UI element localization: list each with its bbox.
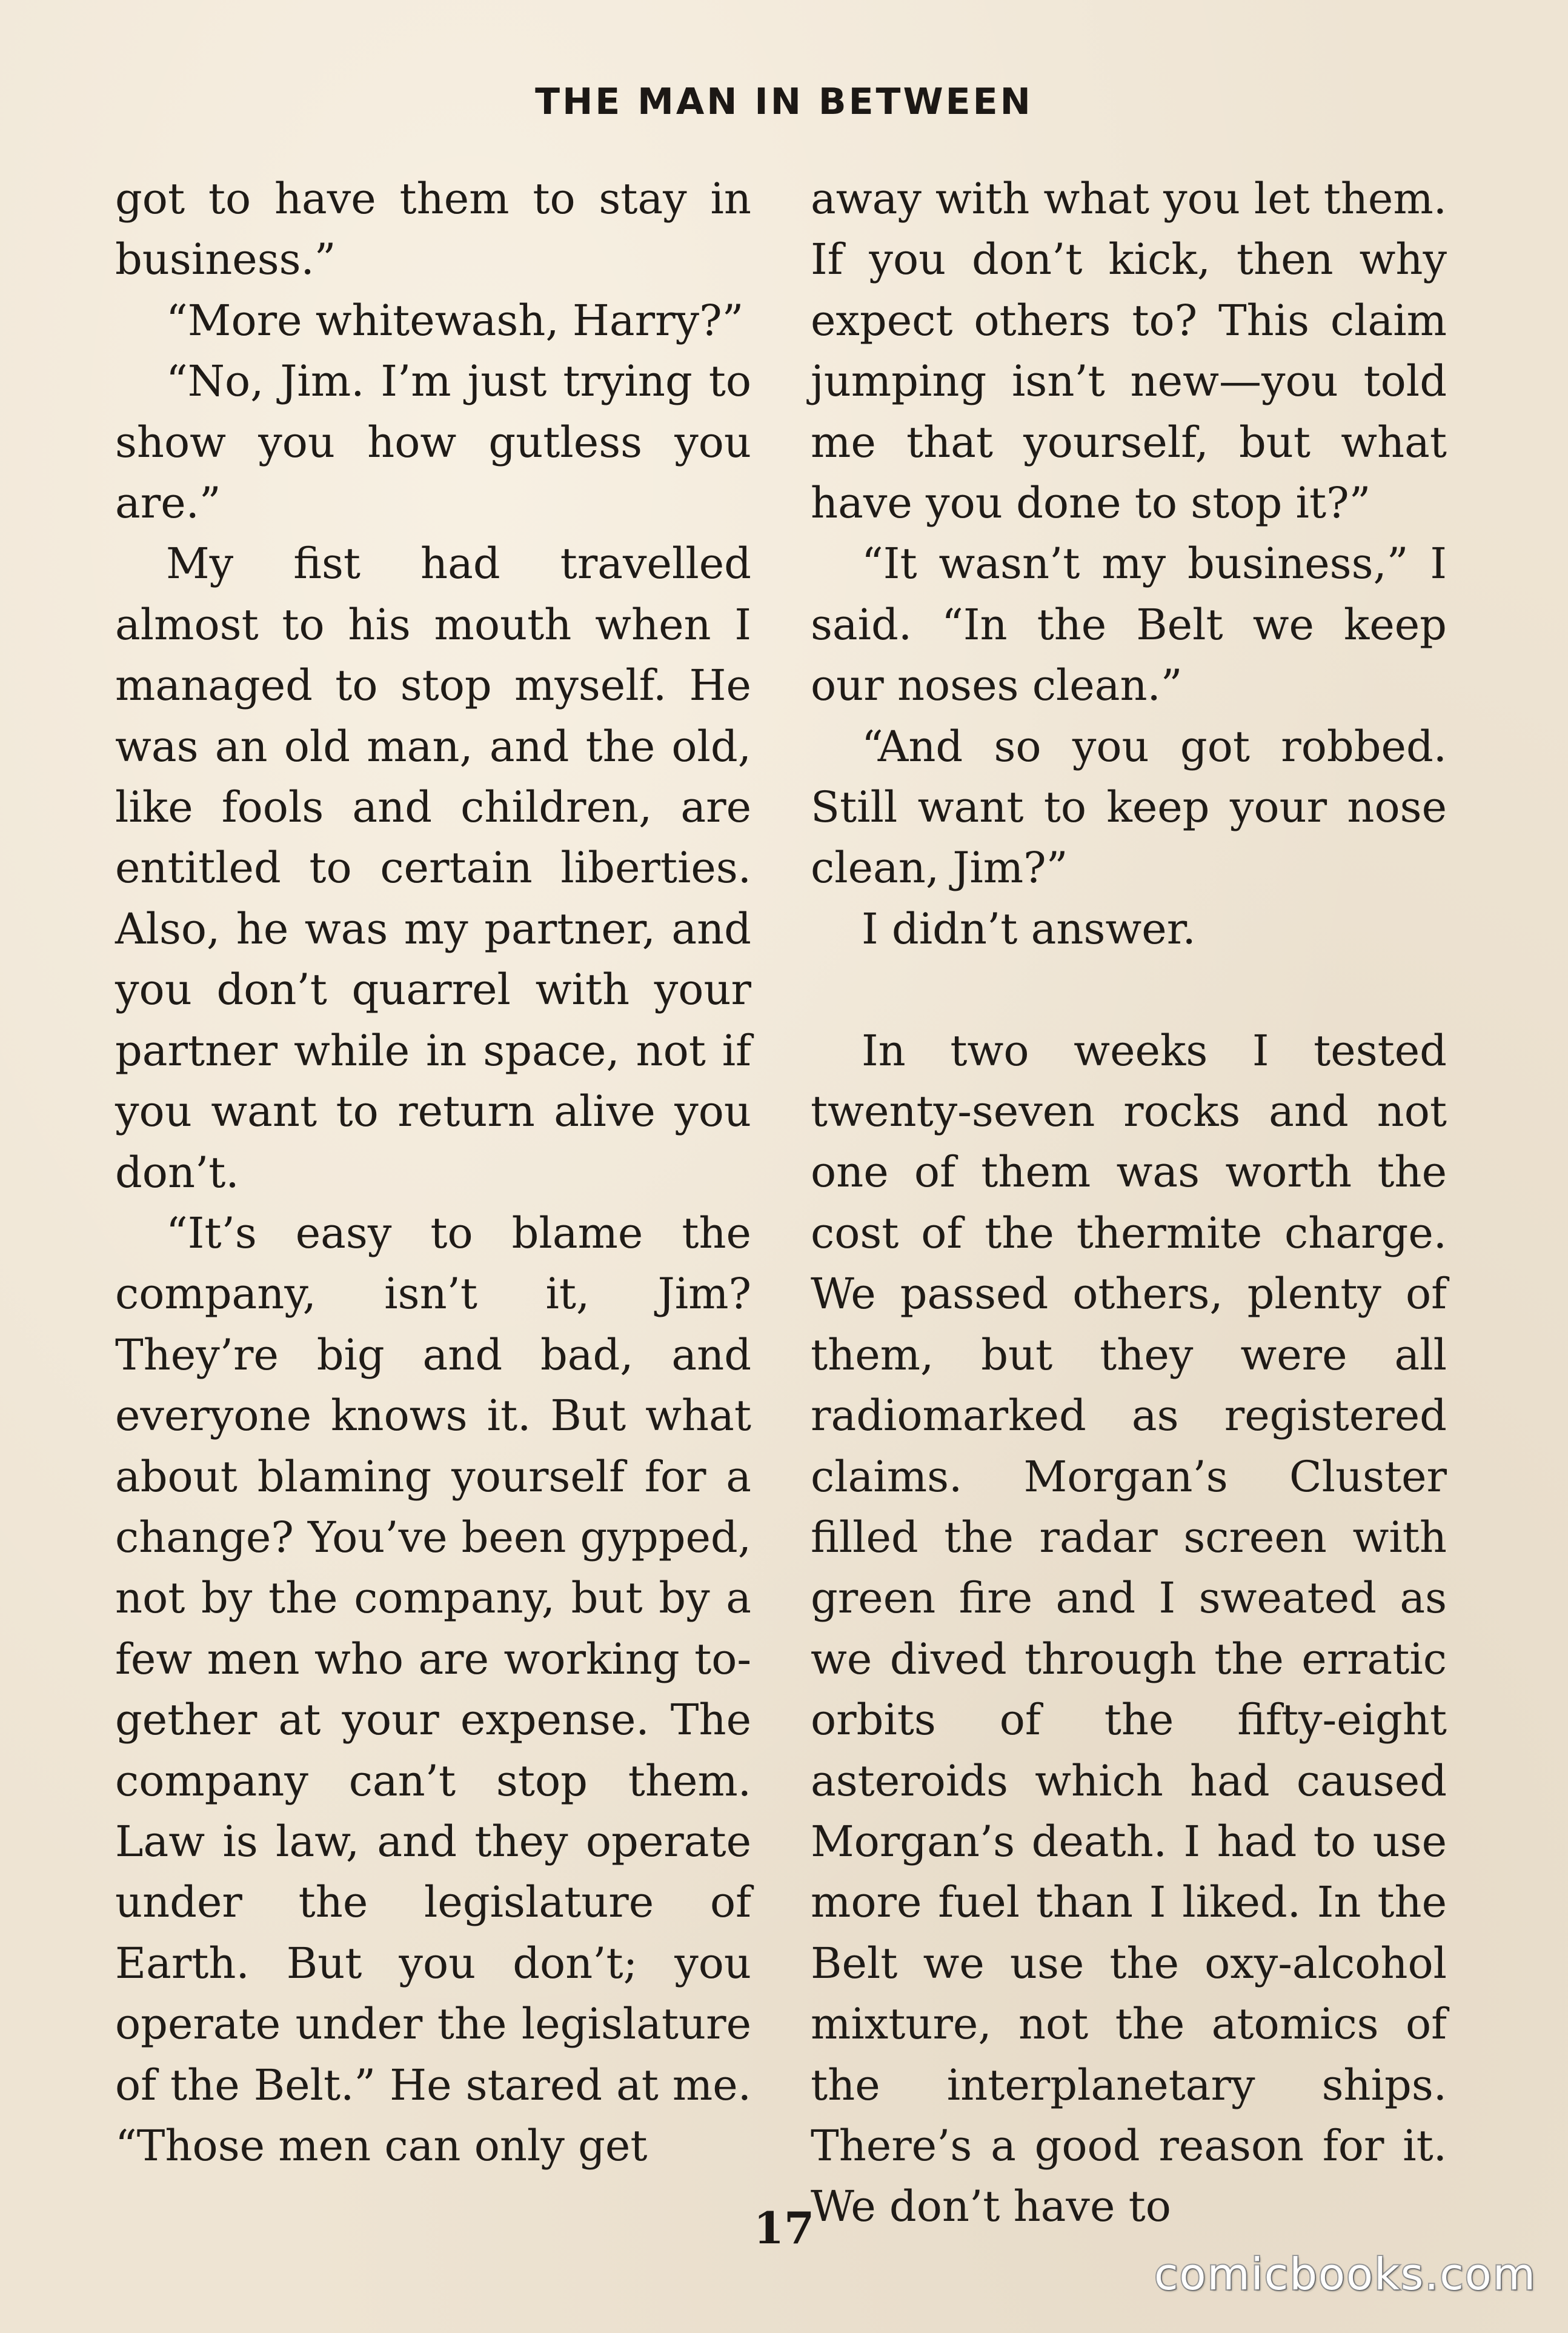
paragraph: got to have them to stay in business.” [115, 174, 751, 285]
paragraph: “It wasn’t my business,” I said. “In the Belt we keep our noses clean.” [811, 539, 1447, 711]
paragraph: “No, Jim. I’m just trying to show you how gutless you are.” [115, 356, 751, 528]
paragraph: away with what you let them. If you don’t kick, then why expect others to? This claim jumping isn’t new—you told me that yourself, but what have you done to stop it?” [811, 174, 1447, 528]
paragraph: In two weeks I tested twenty-seven rocks and not one of them was worth the cost of the thermite charge. We passed others, plenty of them, but they were all radiomarked as registered claims. Morgan’s Cluster filled the radar screen with green fire and I sweated as we dived through the erratic orbits of the fifty-eight asteroids which had caused Morgan’s death. I had to use more fuel than I liked. In the Belt we use the oxy-alcohol mixture, not the atomics of the interplanetary ships. There’s a good reason for it. We don’t have to [811, 1025, 1447, 2232]
page-number: 17 [753, 2202, 815, 2254]
paragraph: “And so you got robbed. Still want to keep your nose clean, Jim?” [811, 721, 1447, 893]
paragraph: I didn’t answer. [862, 904, 1196, 954]
paragraph: “More whitewash, Harry?” [166, 295, 744, 345]
paragraph: My fist had travelled almost to his mouth when I managed to stop myself. He was an old man, and the old, like fools and children, are entitled to certain liberties. Also, he was my partner, and you don’t quarrel with your partner while in space, not if you want to return alive you don’t. [115, 539, 751, 1197]
right-column [811, 168, 1447, 2237]
left-column [115, 168, 751, 2176]
watermark: comicbooks.com [1154, 2249, 1536, 2300]
paragraph: “It’s easy to blame the company, isn’t it, Jim? They’re big and bad, and everyone knows it. But what about blaming yourself for a change? You’ve been gypped, not by the company, but by a few men who are working together at your expense. The company can’t stop them. Law is law, and they operate under the legislature of Earth. But you don’t; you operate under the legislature of the Belt.” He stared at me. “Those men can only get [115, 1208, 751, 2171]
running-head: THE MAN IN BETWEEN [535, 81, 1033, 123]
